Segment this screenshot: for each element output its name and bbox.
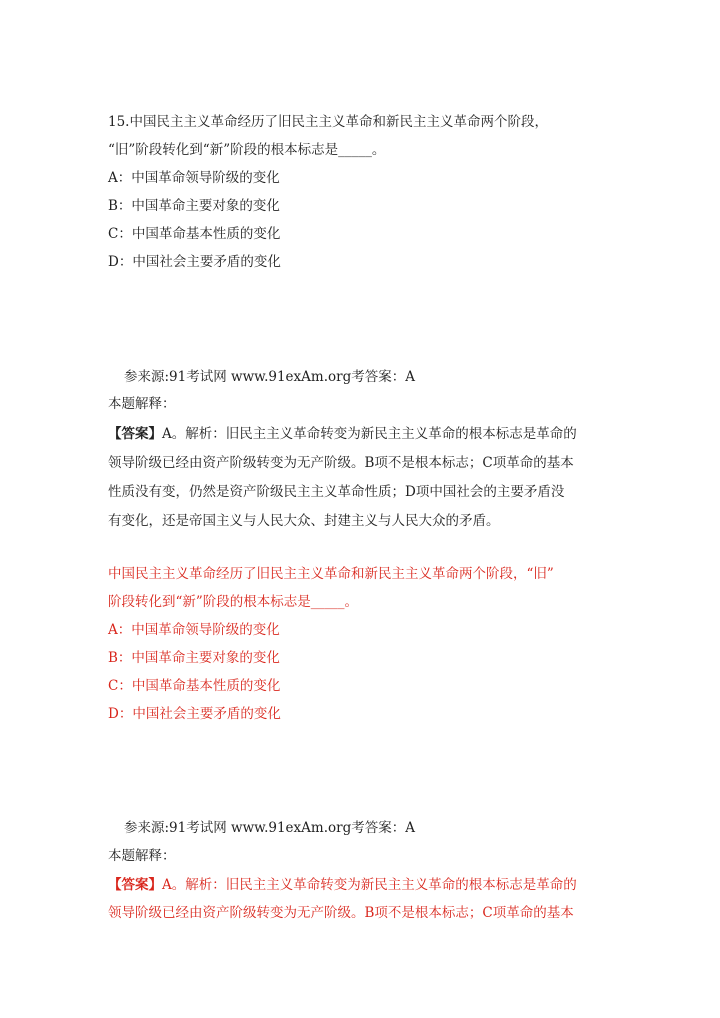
explanation-line1	[108, 424, 577, 444]
question-red-stem-line1: 中国民主主义革命经历了旧民主主义革命和新民主主义革命两个阶段，“旧”	[108, 566, 554, 582]
option-a: A：中国革命领导阶级的变化	[108, 170, 280, 186]
option-red-b: B：中国革命主要对象的变化	[108, 650, 280, 666]
option-b: B：中国革命主要对象的变化	[108, 198, 280, 214]
explanation-2-line1	[108, 875, 577, 895]
explanation-line4: 有变化，还是帝国主义与人民大众、封建主义与人民大众的矛盾。	[108, 513, 500, 529]
answer-tag-2: 【答案】	[108, 877, 162, 893]
option-red-c: C：中国革命基本性质的变化	[108, 678, 281, 694]
explanation-text: A。解析：旧民主主义革命转变为新民主主义革命的根本标志是革命的	[162, 426, 577, 442]
explanation-label-2: 本题解释：	[108, 848, 176, 864]
answer-source-2: 参来源:91考试网 www.91exAm.org考答案：A	[124, 820, 415, 836]
question-red-stem-line2: 阶段转化到“新”阶段的根本标志是_____。	[108, 594, 359, 610]
question-stem-line1: 15.中国民主主义革命经历了旧民主主义革命和新民主主义革命两个阶段，	[108, 114, 548, 130]
option-red-d: D：中国社会主要矛盾的变化	[108, 706, 281, 722]
explanation-line2: 领导阶级已经由资产阶级转变为无产阶级。B项不是根本标志；C项革命的基本	[108, 455, 574, 471]
explanation-label: 本题解释：	[108, 396, 176, 412]
option-d: D：中国社会主要矛盾的变化	[108, 254, 281, 270]
explanation-line3: 性质没有变，仍然是资产阶级民主主义革命性质；D项中国社会的主要矛盾没	[108, 484, 565, 500]
explanation-2-line2: 领导阶级已经由资产阶级转变为无产阶级。B项不是根本标志；C项革命的基本	[108, 905, 574, 921]
explanation-2-text: A。解析：旧民主主义革命转变为新民主主义革命的根本标志是革命的	[162, 877, 577, 893]
question-stem-line2: “旧”阶段转化到“新”阶段的根本标志是_____。	[108, 142, 386, 158]
answer-source: 参来源:91考试网 www.91exAm.org考答案：A	[124, 369, 415, 385]
answer-tag: 【答案】	[108, 426, 162, 442]
option-c: C：中国革命基本性质的变化	[108, 226, 281, 242]
option-red-a: A：中国革命领导阶级的变化	[108, 622, 280, 638]
